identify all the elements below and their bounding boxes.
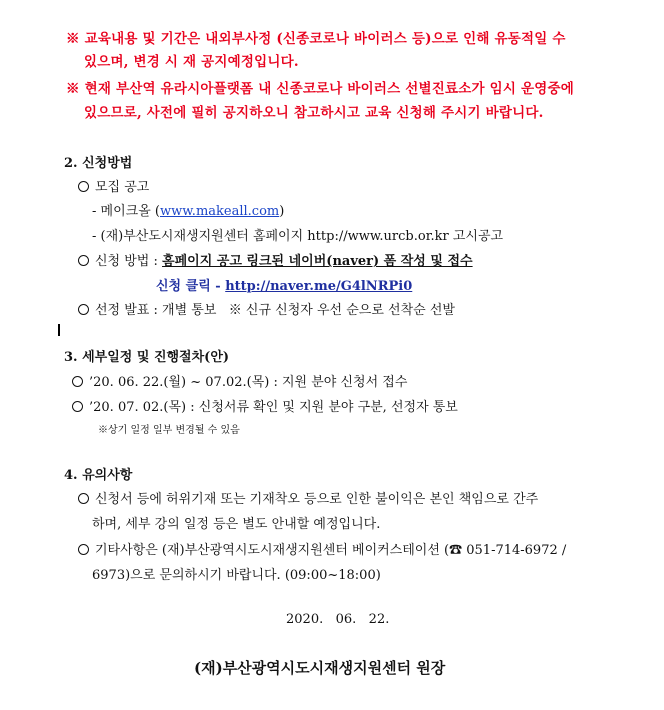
schedule-item-1 [72,371,407,390]
circle-bullet-icon [72,401,83,412]
caution-item-2 [78,539,566,558]
notice-line-1: ※ 교육내용 및 기간은 내외부사정 (신종코로나 바이러스 등)으로 인해 유동적일 수 [66,31,566,47]
schedule-text-1: ’20. 06. 22.(월) ~ 07.02.(목) : 지원 분야 신청서 접수 [89,375,408,390]
method-text: 홈페이지 공고 링크된 네이버(naver) 폼 작성 및 접수 [162,254,473,269]
makeall-suffix: ) [279,204,285,219]
schedule-note: ※상기 일정 일부 변경될 수 있음 [98,425,240,436]
recruit-label: 모집 공고 [95,180,150,195]
circle-bullet-icon [78,544,89,555]
circle-bullet-icon [78,255,89,266]
circle-bullet-icon [78,493,89,504]
caution-1-line-1: 신청서 등에 허위기재 또는 기재착오 등으로 인한 불이익은 본인 책임으로 간주 [95,492,539,507]
notice-line-3: ※ 현재 부산역 유라시아플랫폼 내 신종코로나 바이러스 선별진료소가 임시 운영중에 [66,81,574,97]
recruit-item [78,176,149,195]
announce-note: ※ 신규 신청자 우선 순으로 선착순 선발 [228,303,455,318]
section-2-title: 2. 신청방법 [64,156,133,171]
urc-line: - (재)부산도시재생지원센터 홈페이지 http://www.urcb.or.kr 고시공고 [92,229,504,244]
notice-line-4: 있으므로, 사전에 필히 공지하오니 참고하시고 교육 신청해 주시기 바랍니다. [84,105,544,121]
text-cursor [58,324,60,336]
makeall-line [92,200,284,219]
notice-line-2: 있으며, 변경 시 재 공지예정입니다. [84,54,299,70]
document-date: 2020. 06. 22. [286,612,390,627]
section-4-title: 4. 유의사항 [64,468,133,483]
schedule-item-2 [72,396,458,415]
announce-item [78,299,455,318]
naver-form-link[interactable]: http://naver.me/G4lNRPi0 [225,279,413,294]
announce-text: 선정 발표 : 개별 통보 [95,303,217,318]
makeall-link[interactable]: www.makeall.com [159,204,280,219]
method-item [78,250,473,269]
caution-2-line-1: 기타사항은 (재)부산광역시도시재생지원센터 베이커스테이션 (☎ 051-714-6972 / [95,543,567,558]
makeall-prefix: - 메이크올 ( [92,204,160,219]
circle-bullet-icon [78,304,89,315]
caution-2-line-2: 6973)으로 문의하시기 바랍니다. (09:00~18:00) [92,568,381,583]
signature: (재)부산광역시도시재생지원센터 원장 [194,659,446,677]
circle-bullet-icon [72,376,83,387]
section-3-title: 3. 세부일정 및 진행절차(안) [64,350,230,365]
method-prefix: 신청 방법 : [95,254,163,269]
caution-item-1 [78,488,538,507]
caution-1-line-2: 하며, 세부 강의 일정 등은 별도 안내할 예정입니다. [92,517,381,532]
circle-bullet-icon [78,181,89,192]
click-line [156,275,412,294]
schedule-text-2: ’20. 07. 02.(목) : 신청서류 확인 및 지원 분야 구분, 선정자 통보 [89,400,458,415]
click-label: 신청 클릭 - [156,279,226,294]
